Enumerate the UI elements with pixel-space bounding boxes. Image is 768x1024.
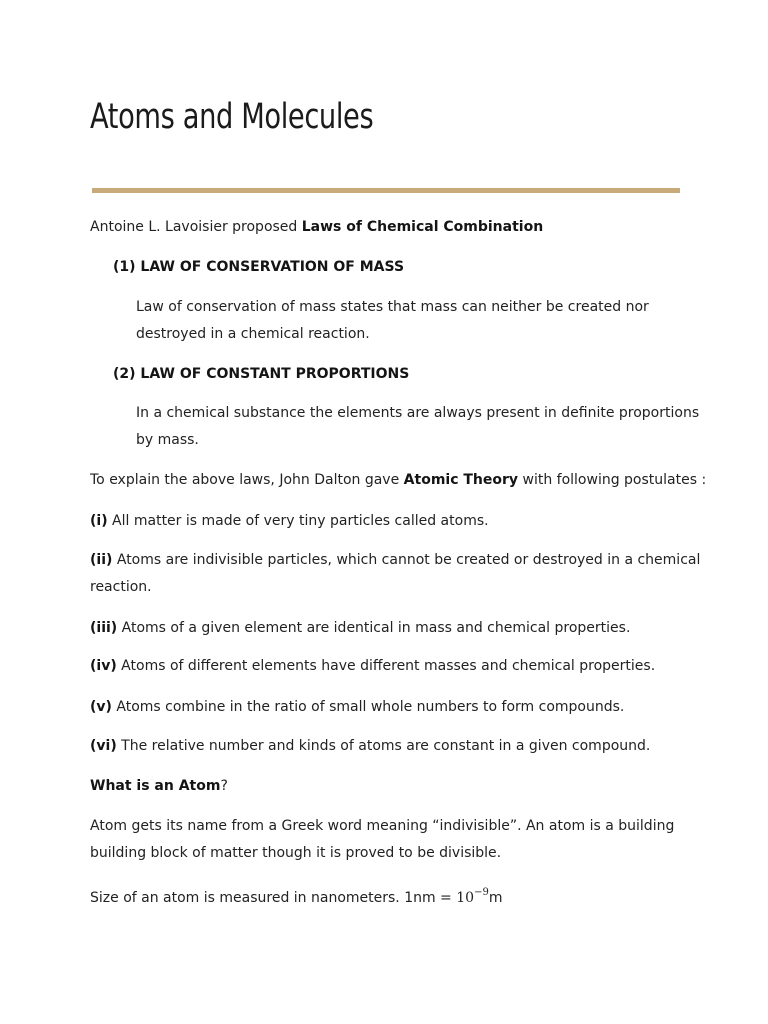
atom-size-exponent: −9 [474, 887, 489, 898]
dalton-bold: Atomic Theory [403, 472, 519, 488]
atom-size-unit: m [488, 890, 503, 906]
dalton-post: with following postulates : [518, 472, 707, 488]
atom-question-mark: ? [220, 778, 228, 794]
postulate-2-text: Atoms are indivisible particles, which cannot be created or destroyed in a chemical [112, 552, 701, 568]
law2-line2: by mass. [136, 432, 199, 448]
law2-line1: In a chemical substance the elements are always present in definite proportions [136, 405, 700, 421]
postulate-5-text: Atoms combine in the ratio of small whole numbers to form compounds. [111, 699, 625, 715]
postulate-1-text: All matter is made of very tiny particles called atoms. [107, 513, 489, 529]
postulate-2 [90, 547, 700, 574]
postulate-3-num: (iii) [90, 620, 118, 636]
atom-question-bold: What is an Atom [90, 778, 221, 794]
postulate-6 [90, 733, 650, 760]
dalton-paragraph [90, 467, 706, 494]
postulate-3-text: Atoms of a given element are identical in mass and chemical properties. [117, 620, 631, 636]
atom-size-text: Size of an atom is measured in nanometers. 1nm = [90, 890, 457, 906]
law2-heading [113, 361, 409, 388]
atom-question [90, 773, 228, 800]
postulate-4 [90, 653, 655, 680]
title-divider [92, 188, 680, 193]
intro-text: Antoine L. Lavoisier proposed [90, 219, 302, 235]
intro-bold: Laws of Chemical Combination [301, 219, 544, 235]
postulate-6-num: (vi) [90, 738, 117, 754]
postulate-4-text: Atoms of different elements have different masses and chemical properties. [116, 658, 656, 674]
intro-paragraph [90, 214, 543, 241]
postulate-5-num: (v) [90, 699, 112, 715]
postulate-3 [90, 615, 630, 642]
atom-size [90, 885, 502, 913]
postulate-1-num: (i) [90, 513, 108, 529]
law1-heading [113, 254, 404, 281]
page-title: Atoms and Molecules [90, 97, 374, 137]
atom-size-base: 10 [456, 890, 475, 906]
atom-line1: Atom gets its name from a Greek word meaning “indivisible”. An atom is a building [90, 818, 675, 834]
law2-heading-text: (2) LAW OF CONSTANT PROPORTIONS [113, 366, 410, 382]
postulate-6-text: The relative number and kinds of atoms are constant in a given compound. [116, 738, 651, 754]
postulate-2-num: (ii) [90, 552, 113, 568]
atom-line2: building block of matter though it is proved to be divisible. [90, 845, 502, 861]
law1-heading-text: (1) LAW OF CONSERVATION OF MASS [113, 259, 405, 275]
postulate-4-num: (iv) [90, 658, 117, 674]
postulate-2-cont: reaction. [90, 579, 152, 595]
dalton-pre: To explain the above laws, John Dalton gave [90, 472, 404, 488]
law1-line2: destroyed in a chemical reaction. [136, 326, 370, 342]
law1-line1: Law of conservation of mass states that mass can neither be created nor [136, 299, 649, 315]
postulate-5 [90, 694, 624, 721]
postulate-1 [90, 508, 489, 535]
